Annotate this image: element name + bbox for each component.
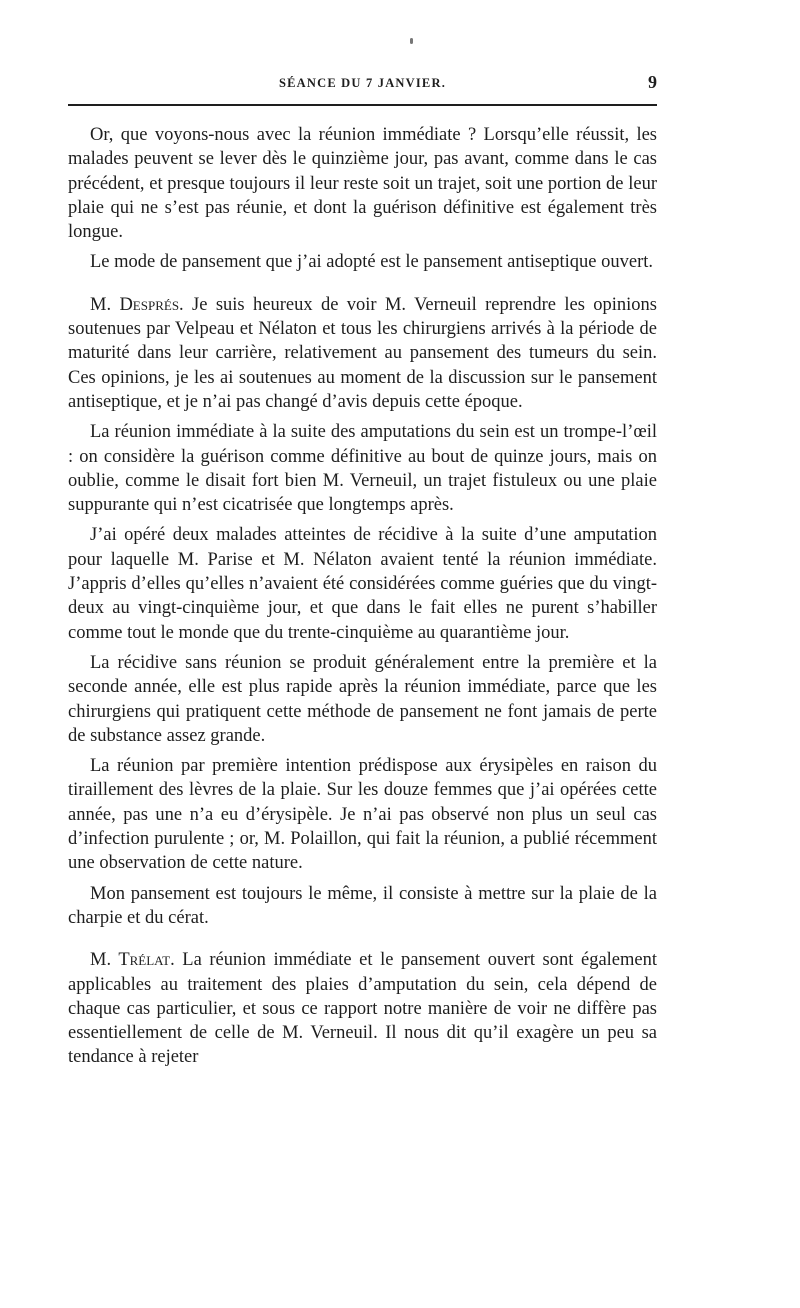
print-speck [410,38,413,44]
page-number: 9 [648,72,657,92]
paragraph-text: J’ai opéré deux malades atteintes de récidive à la suite d’une amputation pour laquelle M. Parise et M. Nélaton avaient tenté la réunion immédiate. J’appris d’elles qu’elles n’avaient été considérées comme guéries que du vingt-deux au vingt-cinquième jour, et que dans le fait elles ne purent s’habiller comme tout le monde que du trente-cinquième au quarantième jour. [68,525,657,643]
paragraph-text: La réunion immédiate et le pansement ouvert sont également applicables au traitement des plaies d’amputation du sein, cela dépend de chaque cas particulier, et sous ce rapport notre manière de voir ne diffère pas essentiellement de celle de M. Verneuil. Il nous dit qu’il exagère un peu sa tendance à rejeter [68,950,657,1068]
paragraph-text: Mon pansement est toujours le même, il consiste à mettre sur la plaie de la charpie et du cérat. [68,883,657,928]
speaker-name: M. Després. [90,294,184,315]
paragraph-text: Le mode de pansement que j’ai adopté est le pansement antiseptique ouvert. [90,252,654,273]
paragraph-text: Je suis heureux de voir M. Verneuil reprendre les opinions soutenues par Velpeau et Nélaton et tous les chirurgiens arrivés à la période de maturité dans leur carrière, relativement au pansement des tumeurs du sein. Ces opinions, je les ai soutenues au moment de la discussion sur le pansement antiseptique, et je n’ai pas changé d’avis depuis cette époque. [68,294,657,412]
speaker-name: M. Trélat. [90,950,175,971]
paragraph [68,651,657,748]
body-text [68,123,657,1070]
paragraph-text: La réunion immédiate à la suite des amputations du sein est un trompe-l’œil : on considère la guérison comme définitive au bout de quinze jours, mais on oublie, comme le disait fort bien M. Verneuil, un trajet fistuleux ou une plaie suppurante qui n’est cicatrisée que longtemps après. [68,422,657,516]
header-rule [68,104,657,106]
page-header [68,72,657,100]
paragraph [68,250,657,274]
paragraph-text: La récidive sans réunion se produit généralement entre la première et la seconde année, elle est plus rapide après la réunion immédiate, parce que les chirurgiens qui pratiquent cette méthode de pansement ne font jamais de perte de substance assez grande. [68,652,657,746]
paragraph [68,293,657,414]
paragraph [68,948,657,1069]
paragraph-text: Or, que voyons-nous avec la réunion immédiate ? Lorsqu’elle réussit, les malades peuvent se lever dès le quinzième jour, pas avant, comme dans le cas précédent, et presque toujours il leur reste soit un trajet, soit une portion de leur plaie qui ne s’est pas réunie, et dont la guérison définitive est également très longue. [68,125,657,243]
paragraph [68,754,657,875]
paragraph [68,123,657,244]
running-head: SÉANCE DU 7 JANVIER. [278,76,447,90]
paragraph-text: La réunion par première intention prédispose aux érysipèles en raison du tiraillement des lèvres de la plaie. Sur les douze femmes que j’ai opérées cette année, pas une n’a eu d’érysipèle. Je n’ai pas observé non plus un seul cas d’infection purulente ; or, M. Polaillon, qui fait la réunion, a publié récemment une observation de cette nature. [68,756,657,874]
paragraph [68,523,657,644]
paragraph [68,882,657,931]
paragraph [68,420,657,517]
